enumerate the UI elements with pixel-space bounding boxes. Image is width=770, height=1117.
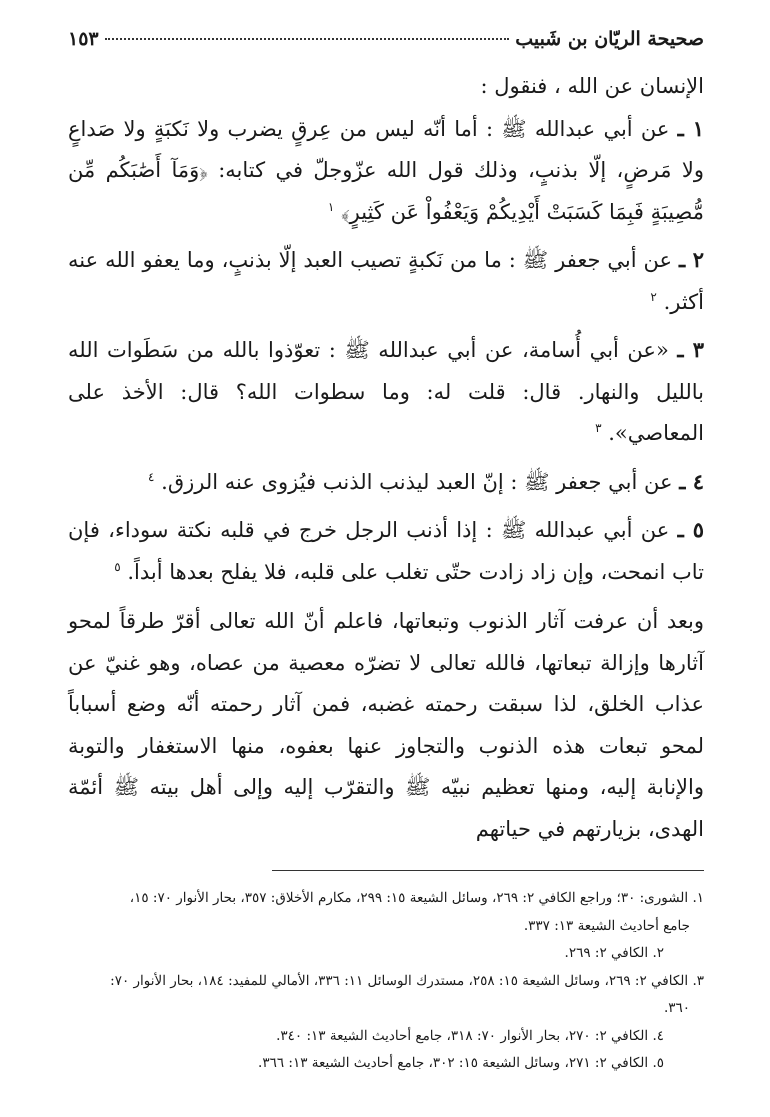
page-header bbox=[68, 28, 704, 58]
hadith-2 bbox=[68, 239, 704, 323]
hadith-4 bbox=[68, 461, 704, 504]
running-title: صحيحة الريّان بن شَبيب bbox=[515, 28, 704, 50]
dotted-leader bbox=[105, 38, 510, 40]
hadith-number: ٤ ـ bbox=[679, 468, 704, 494]
footnote-divider bbox=[272, 870, 704, 871]
hadith-number: ٣ ـ bbox=[677, 337, 704, 362]
footnote-4: ٤. الكافي ٢: ٢٧٠، بحار الأنوار ٧٠: ٣١٨، جامع أحاديث الشيعة ١٣: ٣٤٠. bbox=[276, 1027, 664, 1044]
hadith-text: «عن أبي أُسامة، عن أبي عبدالله ﷺ : تعوّذوا بالله من سَطَوات الله بالليل والنهار. قال: قلت له: وما سطوات الله؟ قال: الأخذ على المعاصي». bbox=[68, 338, 704, 445]
footnote-ref: ٢ bbox=[650, 289, 657, 304]
hadith-5 bbox=[68, 509, 704, 593]
intro-line: الإنسان عن الله ، فنقول : bbox=[480, 74, 704, 98]
hadith-3 bbox=[68, 329, 704, 455]
hadith-text: عن أبي عبدالله ﷺ : إذا أذنب الرجل خرج في قلبه نكتة سوداء، فإن تاب انمحت، وإن زاد زادت حتّى تغلب على قلبه، فلا يفلح بعدها أبداً. bbox=[68, 518, 704, 584]
page-number: ١٥٣ bbox=[68, 28, 99, 50]
hadith-number: ٥ ـ bbox=[677, 517, 704, 542]
hadith-text: عن أبي عبدالله ﷺ : أما أنّه ليس من عِرقٍ يضرب ولا نَكبَةٍ ولا صَداعٍ ولا مَرضٍ، إلّا بذنبٍ، وذلك قول الله عزّوجلّ في كتابه: ﴿وَمَآ أَصَٰبَكُم مِّن مُّصِيبَةٍ فَبِمَا كَسَبَتْ أَيْدِيكُمْ وَيَعْفُواْ عَن كَثِيرٍ﴾ bbox=[68, 116, 704, 224]
footnote-2: ٢. الكافي ٢: ٢٦٩. bbox=[564, 945, 664, 961]
footnote-ref: ٤ bbox=[148, 469, 155, 484]
footnote-ref: ٣ bbox=[595, 421, 602, 435]
hadith-text: عن أبي جعفر ﷺ : إنّ العبد ليذنب الذنب فيُزوى عنه الرزق. bbox=[161, 469, 673, 494]
hadith-number: ١ ـ bbox=[677, 115, 704, 141]
footnote-1: ١. الشورى: ٣٠؛ وراجع الكافي ٢: ٢٦٩، وسائل الشيعة ١٥: ٢٩٩، مكارم الأخلاق: ٣٥٧، بحار الأنوار ٧٠: ١٥، bbox=[129, 890, 704, 906]
footnote-5: ٥. الكافي ٢: ٢٧١، وسائل الشيعة ١٥: ٣٠٢، جامع أحاديث الشيعة ١٣: ٣٦٦. bbox=[258, 1055, 664, 1071]
main-text bbox=[68, 66, 704, 850]
footnote-3: ٣. الكافي ٢: ٢٦٩، وسائل الشيعة ١٥: ٢٥٨، مستدرك الوسائل ١١: ٣٣٦، الأمالي للمفيد: ١٨٤، بحار الأنوار ٧٠: bbox=[110, 972, 704, 989]
hadith-number: ٢ ـ bbox=[678, 247, 704, 272]
footnotes bbox=[68, 885, 704, 1078]
footnote-1-continuation: جامع أحاديث الشيعة ١٣: ٣٣٧. bbox=[523, 917, 690, 934]
closing-paragraph: وبعد أن عرفت آثار الذنوب وتبعاتها، فاعلم أنّ الله تعالى أقرّ طرقاً لمحو آثارها وإزالة تبعاتها، فالله تعالى لا تضرّه معصية من عصاه، وهو غنيّ عن عذاب الخلق، لذا سبقت رحمته غضبه، فمن آثار رحمته أنّه وضع أسباباً لمحو تبعات هذه الذنوب والتجاوز عنها بعفوه، منها الاستغفار والتوبة والإنابة إليه، ومنها تعظيم نبيّه ﷺ والتقرّب إليه وإلى أهل بيته ﷺ أئمّة الهدى، بزيارتهم في حياتهم bbox=[68, 609, 704, 841]
footnote-ref: ١ bbox=[327, 199, 335, 214]
footnote-3-continuation: ٣٦٠. bbox=[663, 1000, 690, 1016]
footnote-ref: ٥ bbox=[114, 559, 121, 574]
hadith-text: عن أبي جعفر ﷺ : ما من نَكبةٍ تصيب العبد إلّا بذنبٍ، وما يعفو الله عنه أكثر. bbox=[68, 248, 704, 314]
hadith-1 bbox=[68, 108, 704, 234]
